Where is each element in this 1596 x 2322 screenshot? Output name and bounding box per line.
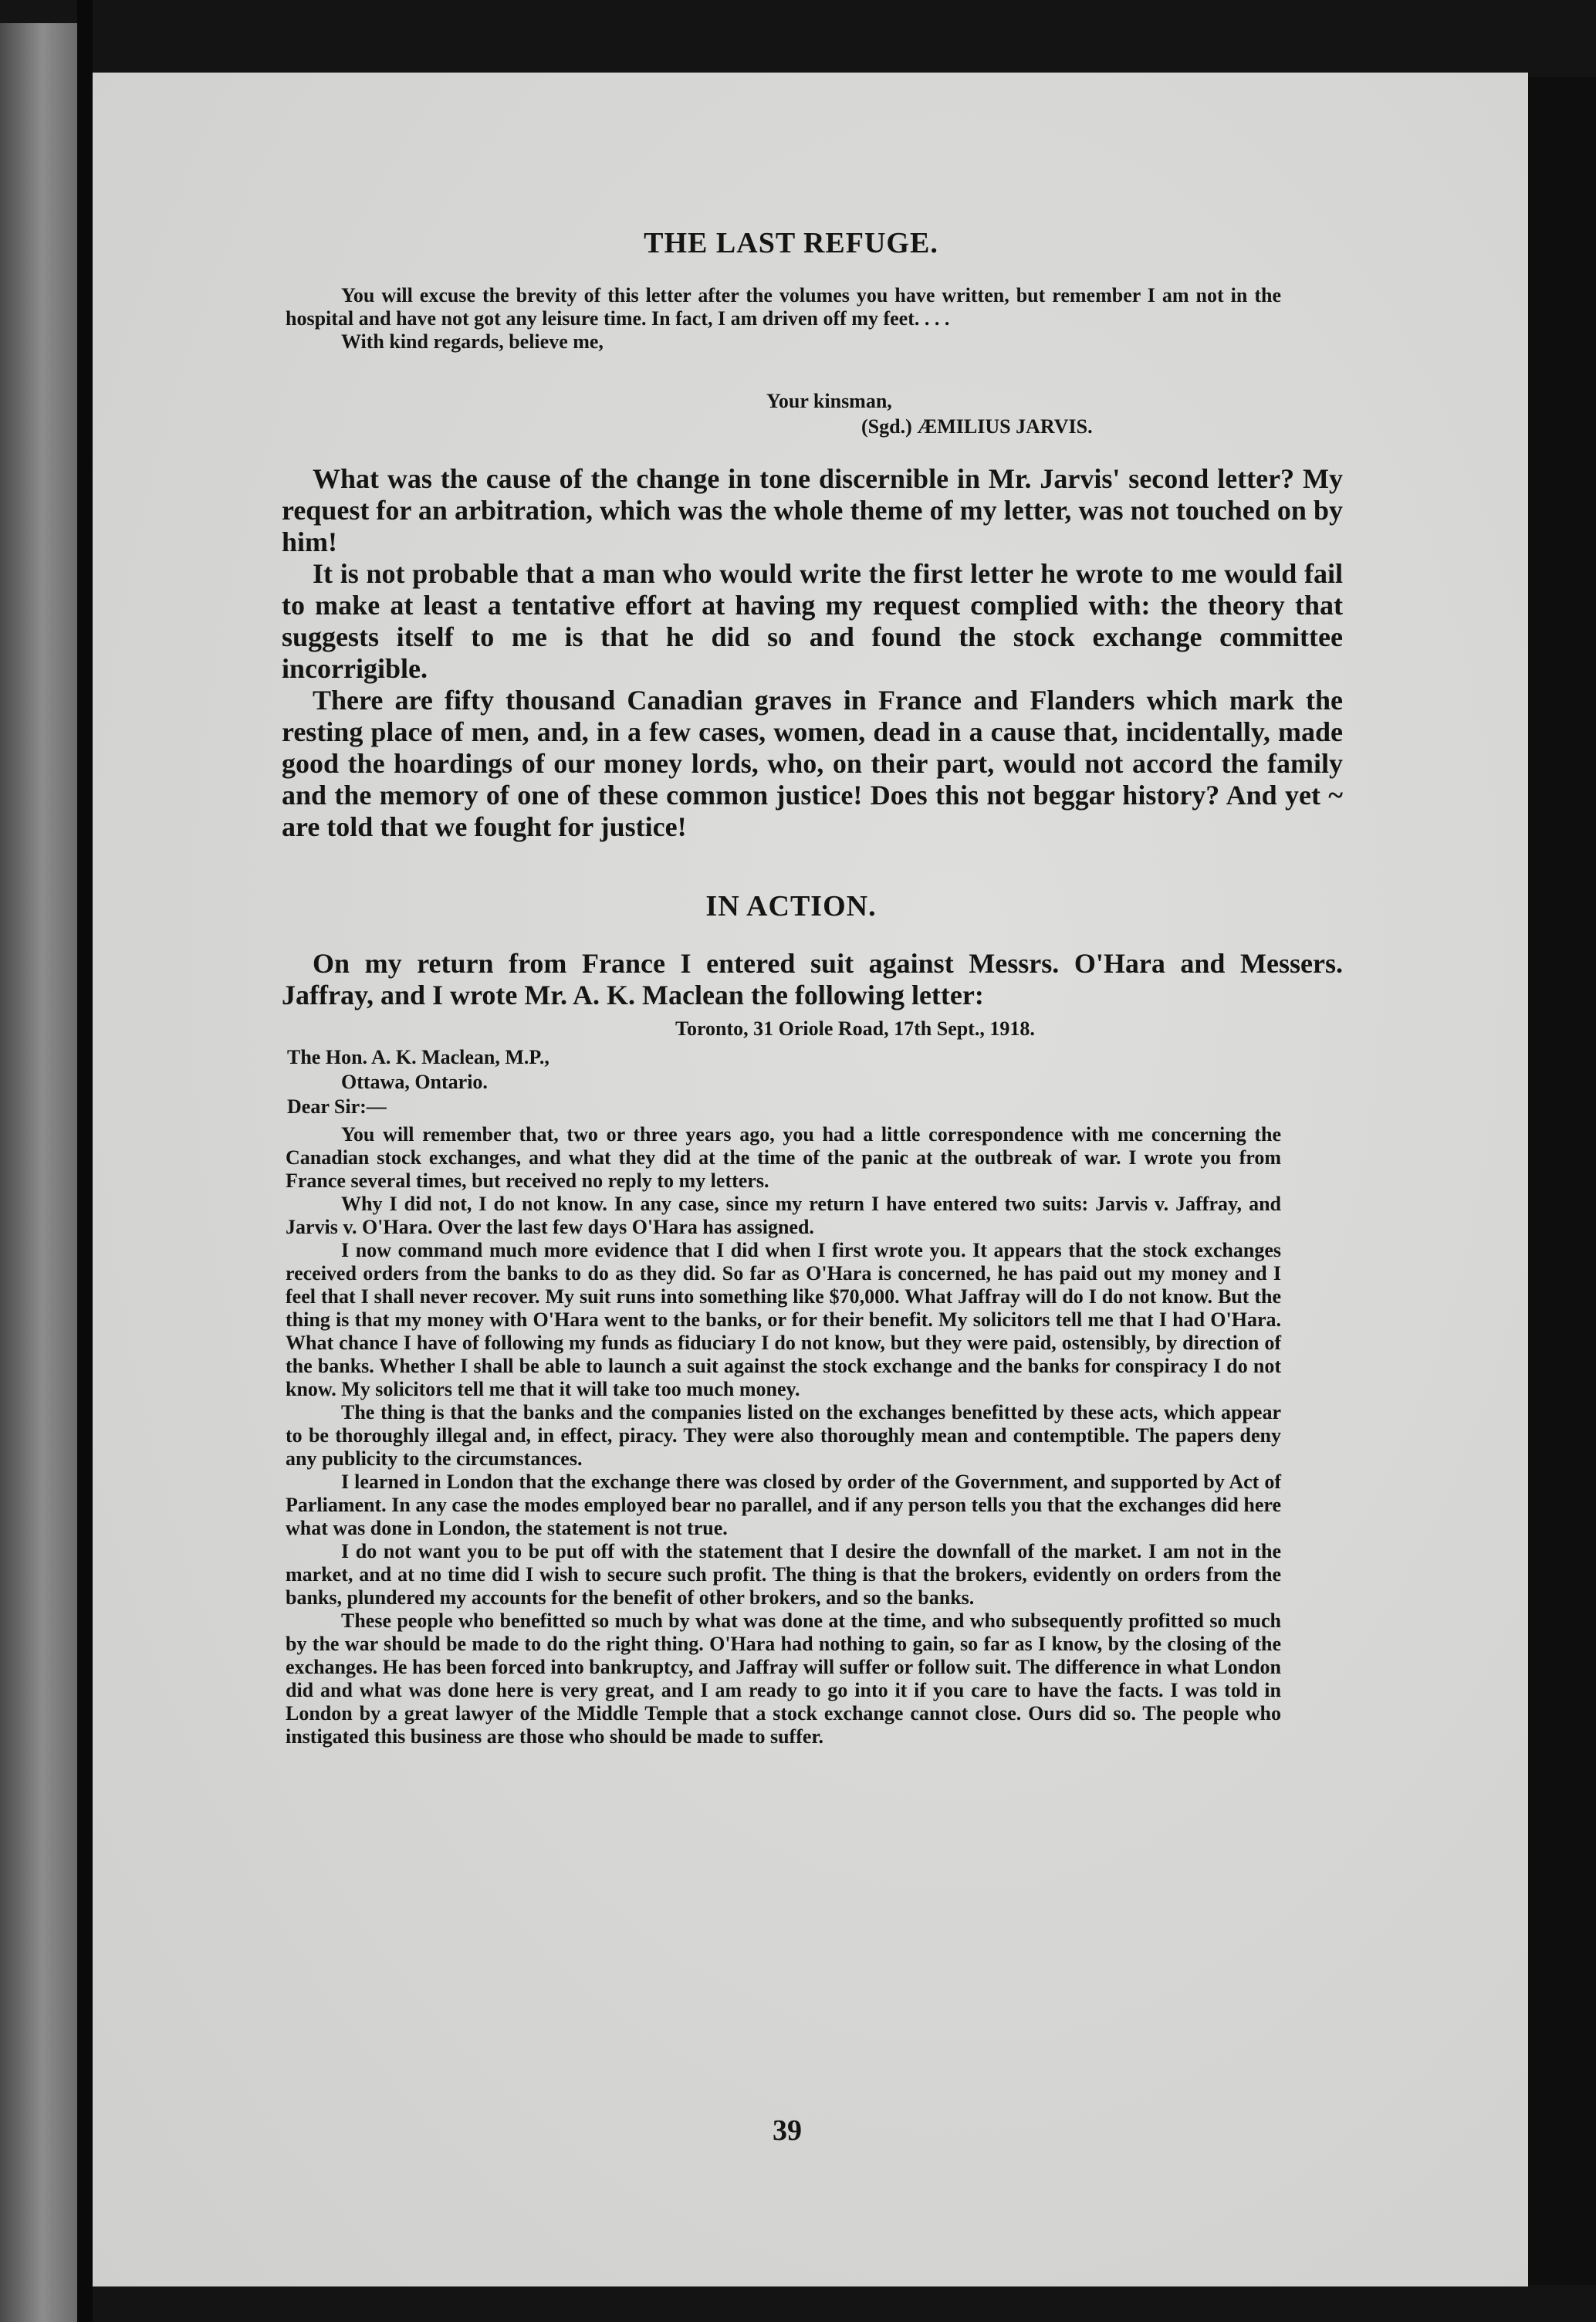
letter-paragraph: These people who benefitted so much by what was done at the time, and who subsequently profitted so much by the war should be made to do the right thing. O'Hara had nothing to gain, so far as I know, by the closing of the exchanges. He has been forced into bankruptcy, and Jaffray will suffer or follow suit. The difference in what London did and what was done here is very great, and I am ready to go into it if you care to have the facts. I was told in London by a great lawyer of the Middle Temple that a stock exchange cannot close. Ours did so. The people who instigated this business are those who should be made to suffer.	[286, 1609, 1281, 1748]
intro-paragraph	[282, 948, 1343, 1011]
letter-paragraph: I do not want you to be put off with the statement that I desire the downfall of the market. I am not in the market, and at no time did I wish to secure such profit. The thing is that the brokers, evidently on orders from the banks, plundered my accounts for the benefit of other brokers, and so the banks.	[286, 1540, 1281, 1609]
right-border	[1528, 77, 1596, 2285]
intro-text: On my return from France I entered suit against Messrs. O'Hara and Messers. Jaffray, and I wrote Mr. A. K. Maclean the following letter:	[282, 948, 1343, 1010]
letter-signature: (Sgd.) ÆMILIUS JARVIS.	[861, 415, 1093, 438]
letter-dateline: Toronto, 31 Oriole Road, 17th Sept., 1918.	[675, 1017, 1035, 1040]
letter-paragraph: Why I did not, I do not know. In any case, since my return I have entered two suits: Jarvis v. Jaffray, and Jarvis v. O'Hara. Over the last few days O'Hara has assigned.	[286, 1193, 1281, 1238]
letter-end-text: You will excuse the brevity of this letter after the volumes you have written, but remember I am not in the hospital and have not got any leisure time. In fact, I am driven off my feet. . . .	[286, 284, 1281, 330]
facing-page-edge	[0, 23, 77, 2322]
heading-last-refuge: THE LAST REFUGE.	[644, 227, 938, 259]
letter-end-paragraph	[286, 284, 1281, 354]
letter-body	[286, 1123, 1281, 1748]
page-number: 39	[773, 2114, 802, 2147]
letter-address: Ottawa, Ontario.	[341, 1071, 488, 1093]
body-paragraph: What was the cause of the change in tone discernible in Mr. Jarvis' second letter? My request for an arbitration, which was the whole theme of my letter, was not touched on by him!	[282, 463, 1343, 557]
heading-in-action: IN ACTION.	[705, 890, 877, 922]
letter-end-closing: With kind regards, believe me,	[341, 330, 604, 353]
letter-addressee: The Hon. A. K. Maclean, M.P.,	[287, 1046, 549, 1068]
letter-paragraph: The thing is that the banks and the companies listed on the exchanges benefitted by these acts, which appear to be thoroughly illegal and, in effect, piracy. They were also thoroughly mean and contemptible. The papers deny any publicity to the circumstances.	[286, 1401, 1281, 1470]
book-spine	[77, 0, 93, 2322]
letter-paragraph: I now command much more evidence that I did when I first wrote you. It appears that the stock exchanges received orders from the banks to do as they did. So far as O'Hara is concerned, he has paid out my money and I feel that I shall never recover. My suit runs into something like $70,000. What Jaffray will do I do not know. But the thing is that my money with O'Hara went to the banks, or for their benefit. My solicitors tell me that I had O'Hara. What chance I have of following my funds as fiduciary I do not know, but they were paid, ostensibly, by direction of the banks. Whether I shall be able to launch a suit against the stock exchange and the banks for conspiracy I do not know. My solicitors tell me that it will take too much money.	[286, 1239, 1281, 1400]
body-paragraph: There are fifty thousand Canadian graves in France and Flanders which mark the resting place of men, and, in a few cases, women, dead in a cause that, incidentally, made good the hoardings of our money lords, who, on their part, would not accord the family and the memory of one of these common justice! Does this not beggar history? And yet ~ are told that we fought for justice!	[282, 685, 1343, 842]
commentary-paragraphs	[282, 463, 1343, 843]
letter-paragraph: I learned in London that the exchange there was closed by order of the Government, and supported by Act of Parliament. In any case the modes employed bear no parallel, and if any person tells you that the exchanges did here what was done in London, the statement is not true.	[286, 1471, 1281, 1539]
letter-paragraph: You will remember that, two or three years ago, you had a little correspondence with me concerning the Canadian stock exchanges, and what they did at the time of the panic at the outbreak of war. I wrote you from France several times, but received no reply to my letters.	[286, 1123, 1281, 1192]
letter-salutation: Dear Sir:—	[287, 1095, 387, 1118]
body-paragraph: It is not probable that a man who would write the first letter he wrote to me would fail to make at least a tentative effort at having my request complied with: the theory that suggests itself to me is that he did so and found the stock exchange committee incorrigible.	[282, 558, 1343, 684]
letter-valediction: Your kinsman,	[766, 390, 892, 412]
